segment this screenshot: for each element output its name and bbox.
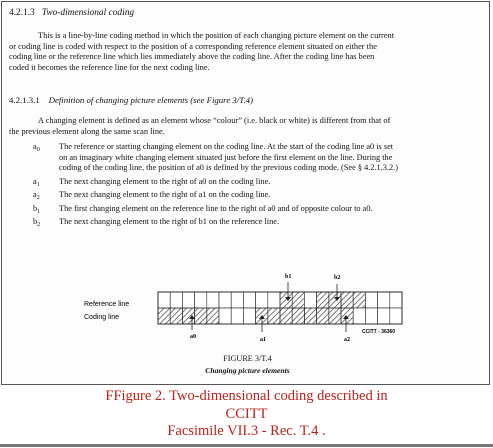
reference-line-pel bbox=[329, 292, 341, 308]
section-heading bbox=[9, 9, 134, 18]
svg-text:b2: b2 bbox=[334, 275, 341, 281]
svg-text:a2: a2 bbox=[344, 337, 350, 343]
svg-text:b1: b1 bbox=[285, 274, 292, 280]
svg-text:a0: a0 bbox=[190, 334, 196, 340]
reference-line-pel bbox=[219, 292, 231, 308]
coding-line-pel bbox=[207, 308, 219, 324]
reference-line-pel bbox=[207, 292, 219, 308]
definition-symbol: $a_1$ bbox=[33, 177, 40, 188]
b2-marker bbox=[334, 275, 340, 301]
paragraph-line: A changing element is defined as an element whose “colour” (i.e. black or white) is different from that of bbox=[38, 116, 391, 125]
caption-line: Facsimile VII.3 - Rec. T.4 . bbox=[167, 423, 326, 439]
reference-line-pel bbox=[158, 292, 170, 308]
paragraph-line: or coding line is coded with respect to the position of a corresponding reference element situated on either the bbox=[9, 41, 377, 51]
figure-title: Changing picture elements bbox=[205, 366, 290, 375]
subsection-heading bbox=[9, 96, 253, 105]
coding-line-pel bbox=[329, 308, 341, 324]
definition-symbol: $a_2$ bbox=[33, 190, 40, 201]
definition-line: The first changing element on the reference line to the right of a0 and of opposite colour to a0. bbox=[59, 204, 373, 213]
reference-line-pel bbox=[353, 292, 365, 308]
changing-elements-diagram bbox=[72, 264, 432, 346]
coding-line-pel bbox=[317, 308, 329, 324]
definition-symbol: $b_1$ bbox=[33, 204, 41, 215]
reference-line-pel bbox=[256, 292, 268, 308]
definition-line: on an imaginary white changing element situated just before the first element on the line. During the bbox=[59, 152, 393, 162]
definition-line: coding of the coding line, the position of a0 is defined by the previous coding mode. (See § 4.2.1.3.2.) bbox=[59, 163, 398, 172]
reference-line-pel bbox=[231, 292, 243, 308]
reference-line-pel bbox=[341, 292, 353, 308]
coding-line-pel bbox=[353, 308, 365, 324]
coding-line-pel bbox=[365, 308, 377, 324]
reference-line-pel bbox=[292, 292, 304, 308]
paragraph-line: coding line or the reference line which lies immediately above the coding line. After the coding line has been bbox=[9, 52, 375, 62]
coding-line-pel bbox=[170, 308, 182, 324]
reference-line-pel bbox=[243, 292, 255, 308]
coding-line-cells bbox=[158, 308, 402, 324]
reference-line-pel bbox=[170, 292, 182, 308]
paragraph-line: coded it becomes the reference line for the next coding line. bbox=[9, 62, 210, 72]
coding-line-pel bbox=[304, 308, 316, 324]
document-scan bbox=[1, 1, 490, 385]
svg-text:a1: a1 bbox=[260, 337, 266, 343]
reference-line-pel bbox=[390, 292, 402, 308]
figure-number: FIGURE 3/T.4 bbox=[223, 354, 272, 363]
definition-symbol: $b_2$ bbox=[33, 217, 41, 228]
definition-line: The next changing element to the right of b1 on the reference line. bbox=[59, 217, 280, 226]
definition-symbol: $a_0$ bbox=[33, 142, 40, 153]
paragraph-line: the previous element along the same scan line. bbox=[9, 126, 165, 136]
reference-line-pel bbox=[268, 292, 280, 308]
subsection-paragraph bbox=[9, 116, 483, 137]
image-caption bbox=[0, 388, 493, 441]
reference-line-pel bbox=[365, 292, 377, 308]
section-title: Two-dimensional coding bbox=[41, 8, 135, 18]
reference-line-pel bbox=[195, 292, 207, 308]
reference-line-cells bbox=[158, 292, 402, 308]
coding-line-pel bbox=[231, 308, 243, 324]
coding-line-pel bbox=[390, 308, 402, 324]
reference-line-pel bbox=[378, 292, 390, 308]
coding-line-pel bbox=[341, 308, 353, 324]
coding-line-pel bbox=[292, 308, 304, 324]
coding-line-pel bbox=[243, 308, 255, 324]
row-label-coding: Coding line bbox=[84, 314, 120, 321]
subsection-number: 4.2.1.3.1 bbox=[9, 95, 40, 105]
bottom-rule bbox=[0, 444, 493, 447]
reference-line-pel bbox=[280, 292, 292, 308]
coding-line-pel bbox=[219, 308, 231, 324]
source-code: CCITT - 36360 bbox=[362, 329, 396, 335]
row-label-reference: Reference line bbox=[84, 301, 130, 308]
subsection-title: Definition of changing picture elements (see Figure 3/T.4) bbox=[48, 95, 253, 105]
coding-line-pel bbox=[378, 308, 390, 324]
section-number: 4.2.1.3 bbox=[9, 8, 35, 18]
definition-line: The next changing element to the right of a0 on the coding line. bbox=[59, 177, 271, 186]
definition-line: The next changing element to the right of a1 on the coding line. bbox=[59, 190, 271, 199]
coding-line-pel bbox=[268, 308, 280, 324]
section-paragraph bbox=[9, 31, 483, 73]
reference-line-pel bbox=[182, 292, 194, 308]
coding-line-pel bbox=[195, 308, 207, 324]
caption-line: FFigure 2. Two-dimensional coding described in bbox=[105, 388, 388, 404]
definition-text bbox=[59, 142, 479, 174]
coding-line-pel bbox=[158, 308, 170, 324]
paragraph-line: This is a line-by-line coding method in which the position of each changing picture element on the current bbox=[38, 31, 395, 40]
coding-line-pel bbox=[182, 308, 194, 324]
coding-line-pel bbox=[280, 308, 292, 324]
reference-line-pel bbox=[317, 292, 329, 308]
definition-line: The reference or starting changing element on the coding line. At the start of the coding line a0 is set bbox=[59, 142, 394, 151]
caption-line: CCITT bbox=[225, 405, 268, 422]
reference-line-pel bbox=[304, 292, 316, 308]
